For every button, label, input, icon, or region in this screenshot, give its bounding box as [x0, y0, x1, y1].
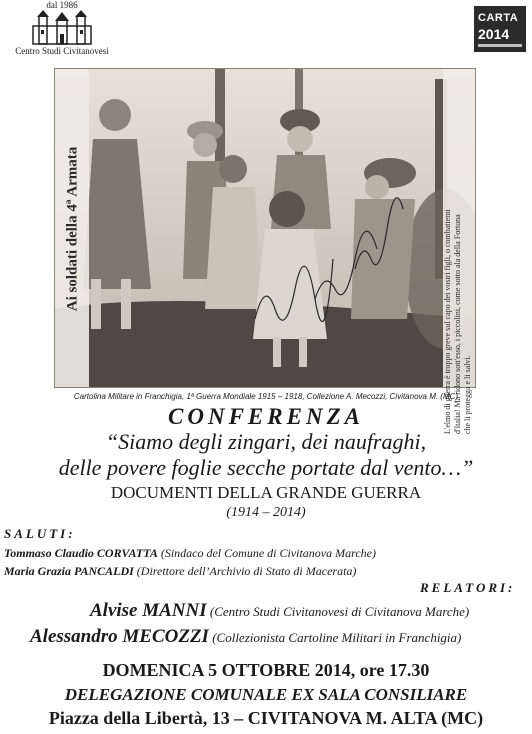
saluti-person — [4, 564, 356, 579]
logo-org-text: Centro Studi Civitanovesi — [15, 46, 109, 56]
carta-2014-logo — [474, 6, 526, 52]
person-role: (Direttore dell’Archivio di Stato di Macerata) — [136, 564, 357, 578]
subtitle: DOCUMENTI DELLA GRANDE GUERRA — [110, 483, 422, 502]
castle-icon — [27, 10, 97, 46]
event-venue: DELEGAZIONE COMUNALE EX SALA CONSILIARE — [64, 685, 468, 704]
saluti-label: SALUTI: — [4, 526, 76, 541]
relatori-label: RELATORI: — [420, 580, 516, 595]
page-title: CONFERENZA — [168, 404, 364, 429]
person-role: (Sindaco del Comune di Civitanova Marche) — [160, 546, 377, 560]
person-role: (Collezionista Cartoline Militari in Franchigia) — [212, 630, 462, 645]
years: (1914 – 2014) — [226, 505, 306, 520]
event-address: Piazza della Libertà, 13 – CIVITANOVA M. ALTA (MC) — [48, 708, 484, 728]
children-photo-illustration — [55, 69, 475, 387]
logo-since-text: dal 1986 — [46, 0, 78, 10]
relatore-person — [90, 600, 469, 622]
saluti-person — [4, 546, 376, 561]
person-name: Maria Grazia PANCALDI — [4, 564, 134, 578]
relatore-person — [30, 626, 461, 648]
centro-studi-logo — [6, 0, 118, 60]
logo-year-text: 2014 — [478, 26, 510, 42]
person-name: Alessandro MECOZZI — [30, 626, 209, 647]
logo-bar — [478, 44, 522, 47]
postcard-side-text: L'elmo di guerra è troppo greve sul capo dei vostri figli, o combattenti d'Italia! Ma ridono sott'esso, i piccolini, come sotto ala della Fortuna che li protegga e li salvi. — [443, 209, 472, 434]
person-name: Tommaso Claudio CORVATTA — [4, 546, 158, 560]
postcard-side-title: Ai soldati della 4ª Armata — [64, 146, 81, 312]
quote-line-1: “Siamo degli zingari, dei naufraghi, — [105, 429, 427, 454]
quote-line-2: delle povere foglie secche portate dal vento…” — [58, 455, 474, 480]
event-date: DOMENICA 5 OTTOBRE 2014, ore 17.30 — [102, 660, 430, 680]
logo-carta-text: CARTA — [478, 12, 519, 24]
person-name: Alvise MANNI — [90, 600, 207, 621]
photo-caption: Cartolina Militare in Franchigia, 1ª Guerra Mondiale 1915 – 1918, Collezione A. Mecozzi, Civitanova M. (MC) — [73, 392, 459, 401]
person-role: (Centro Studi Civitanovesi di Civitanova Marche) — [209, 604, 470, 619]
